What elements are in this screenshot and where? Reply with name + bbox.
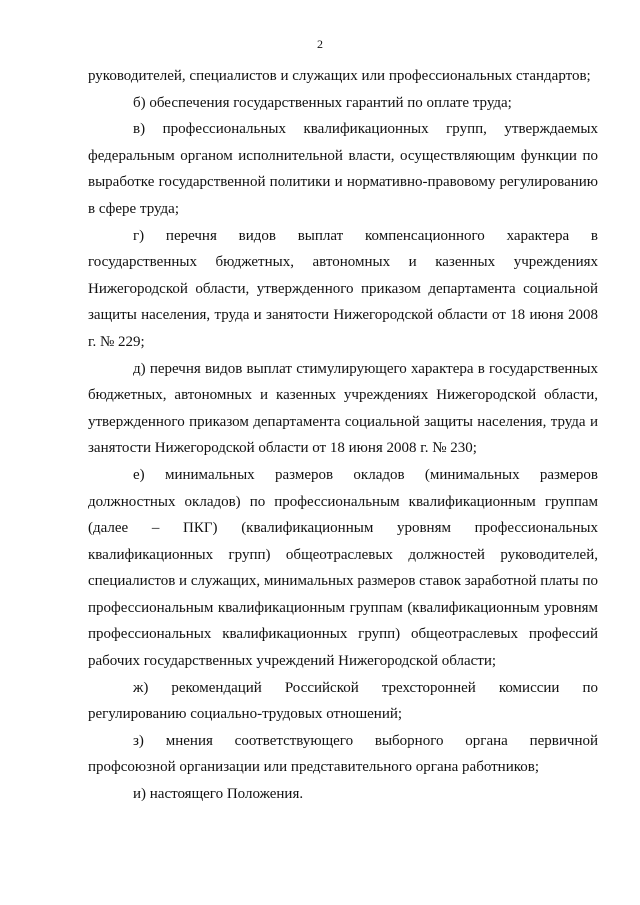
paragraph-z: з) мнения соответствующего выборного органа первичной профсоюзной организации или представительного органа работников; — [88, 732, 598, 776]
paragraph-b: б) обеспечения государственных гарантий по оплате труда; — [133, 94, 512, 111]
paragraph-g: г) перечня видов выплат компенсационного характера в государственных бюджетных, автономных и казенных учреждениях Нижегородской области, утвержденного приказом департамента социальной защиты населения, труда и занятости Нижегородской области от 18 июня 2008 г. № 229; — [88, 227, 598, 350]
paragraph-v: в) профессиональных квалификационных групп, утверждаемых федеральным органом исполнительной власти, осуществляющим функции по выработке государственной политики и нормативно-правовому регулированию в сфере труда; — [88, 121, 598, 217]
paragraph-zh: ж) рекомендаций Российской трехсторонней комиссии по регулированию социально-трудовых отношений; — [88, 679, 598, 723]
paragraph-continuation: руководителей, специалистов и служащих или профессиональных стандартов; — [88, 68, 591, 84]
paragraph-i: и) настоящего Положения. — [133, 786, 304, 803]
document-body — [88, 63, 598, 808]
paragraph-d: д) перечня видов выплат стимулирующего характера в государственных бюджетных, автономных и казенных учреждениях Нижегородской области, утвержденного приказом департамента социальной защиты населения, труда и занятости Нижегородской области от 18 июня 2008 г. № 230; — [88, 360, 598, 457]
page-number: 2 — [317, 37, 323, 51]
paragraph-e: е) минимальных размеров окладов (минимальных размеров должностных окладов) по профессиональным квалификационным группам (далее – ПКГ) (квалификационным уровням профессиональных квалификационных групп) общеотраслевых должностей руководителей, специалистов и служащих, минимальных размеров ставок заработной платы по профессиональным квалификационным группам (квалификационным уровням профессиональных квалификационных групп) общеотраслевых профессий рабочих государственных учреждений Нижегородской области; — [88, 466, 598, 670]
